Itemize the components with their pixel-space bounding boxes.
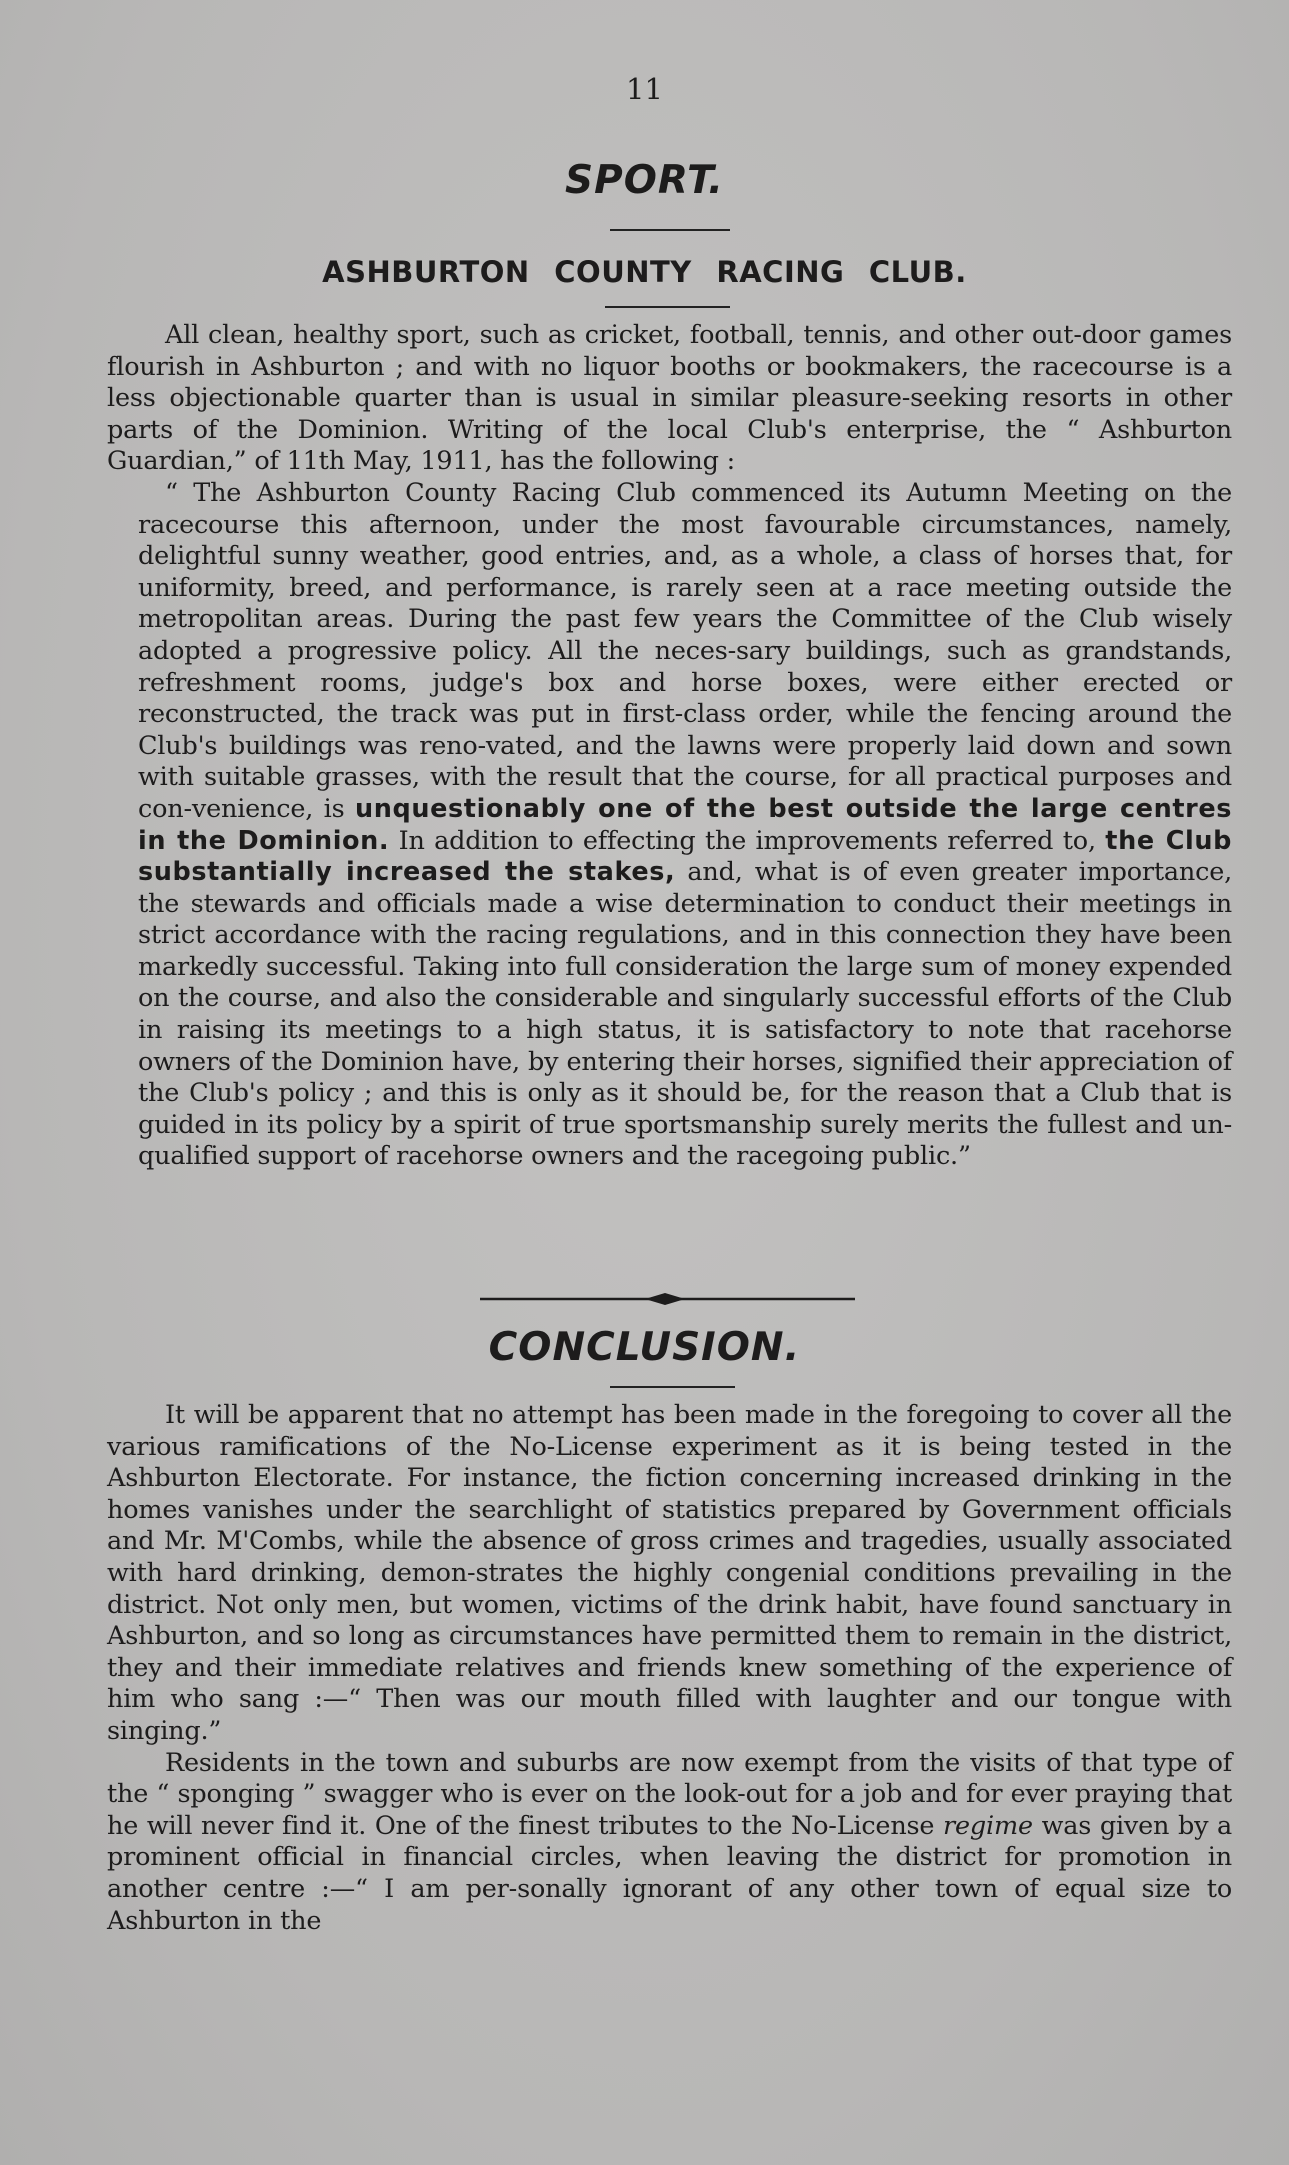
conclusion-paragraph-1: It will be apparent that no attempt has been made in the foregoing to cover all the various ramifications of the No-License experiment as it is being tested in the Ashburton Electorate. For instance, the fiction concerning increased drinking in the homes vanishes under the searchlight of statistics prepared by Government officials and Mr. M'Combs, while the absence of gross crimes and tragedies, usually associated with hard drinking, demon-strates the highly congenial conditions prevailing in the district. Not only men, but women, victims of the drink habit, have found sanctuary in Ashburton, and so long as circumstances have permitted them to remain in the district, they and their immediate relatives and friends knew something of the experience of him who sang :—“ Then was our mouth filled with laughter and our tongue with singing.” — [107, 1400, 1232, 1746]
quote-text-2: In addition to effecting the improvements referred to, — [398, 825, 1096, 856]
sport-body — [107, 320, 1232, 1173]
section-subtitle: ASHBURTON COUNTY RACING CLUB. — [322, 255, 967, 289]
conclusion-paragraph-2 — [107, 1748, 1232, 1938]
quote-text-1: “ The Ashburton County Racing Club commenced its Autumn Meeting on the racecourse this afternoon, under the most favourable circumstances, namely, delightful sunny weather, good entries, and, as a whole, a class of horses that, for uniformity, breed, and performance, is rarely seen at a race meeting outside the metropolitan areas. During the past few years the Committee of the Club wisely adopted a progressive policy. All the neces-sary buildings, such as grandstands, refreshment rooms, judge's box and horse boxes, were either erected or reconstructed, the track was put in first-class order, while the fencing around the Club's buildings was reno-vated, and the lawns were properly laid down and sown with suitable grasses, with the result that the course, for all practical purposes and con-venience, is — [138, 477, 1232, 824]
subtitle-underline — [605, 306, 730, 308]
paragraph-2-text-2: was given by a prominent official in financial circles, when leaving the district for promotion in another centre :—“ I am per-sonally ignorant of any other town of equal size to Ashburton in the — [107, 1810, 1233, 1936]
guardian-quote-paragraph — [107, 478, 1232, 1173]
title-underline — [610, 229, 730, 231]
page-number: 11 — [626, 72, 663, 106]
quote-emphasis-1: unquestionably one of the best outside the large centres in the Dominion. — [138, 793, 1233, 856]
section-divider-ornament — [480, 1292, 855, 1306]
paragraph-2-italic: regime — [943, 1810, 1033, 1841]
section-title-conclusion: CONCLUSION. — [488, 1325, 801, 1370]
sport-intro-paragraph: All clean, healthy sport, such as cricket, football, tennis, and other out-door games flourish in Ashburton ; and with no liquor booths or bookmakers, the racecourse is a less objectionable quarter than is usual in similar pleasure-seeking resorts in other parts of the Dominion. Writing of the local Club's enterprise, the “ Ashburton Guardian,” of 11th May, 1911, has the following : — [107, 320, 1232, 477]
quote-text-3: and, what is of even greater importance, the stewards and officials made a wise determination to conduct their meetings in strict accordance with the racing regulations, and in this connection they have been markedly successful. Taking into full consideration the large sum of money expended on the course, and also the considerable and singularly successful efforts of the Club in raising its meetings to a high status, it is satisfactory to note that racehorse owners of the Dominion have, by entering their horses, signified their appreciation of the Club's policy ; and this is only as it should be, for the reason that a Club that is guided in its policy by a spirit of true sportsmanship surely merits the fullest and un-qualified support of racehorse owners and the racegoing public.” — [138, 857, 1233, 1172]
conclusion-underline — [610, 1386, 735, 1388]
section-title-sport: SPORT. — [565, 158, 724, 203]
conclusion-body — [107, 1400, 1232, 1937]
quote-emphasis-2: the Club substantially increased the stakes, — [138, 825, 1233, 888]
paragraph-2-text-1: Residents in the town and suburbs are now exempt from the visits of that type of the “ sponging ” swagger who is ever on the look-out for a job and for ever praying that he will never find it. One of the finest tributes to the No-License — [107, 1747, 1232, 1841]
